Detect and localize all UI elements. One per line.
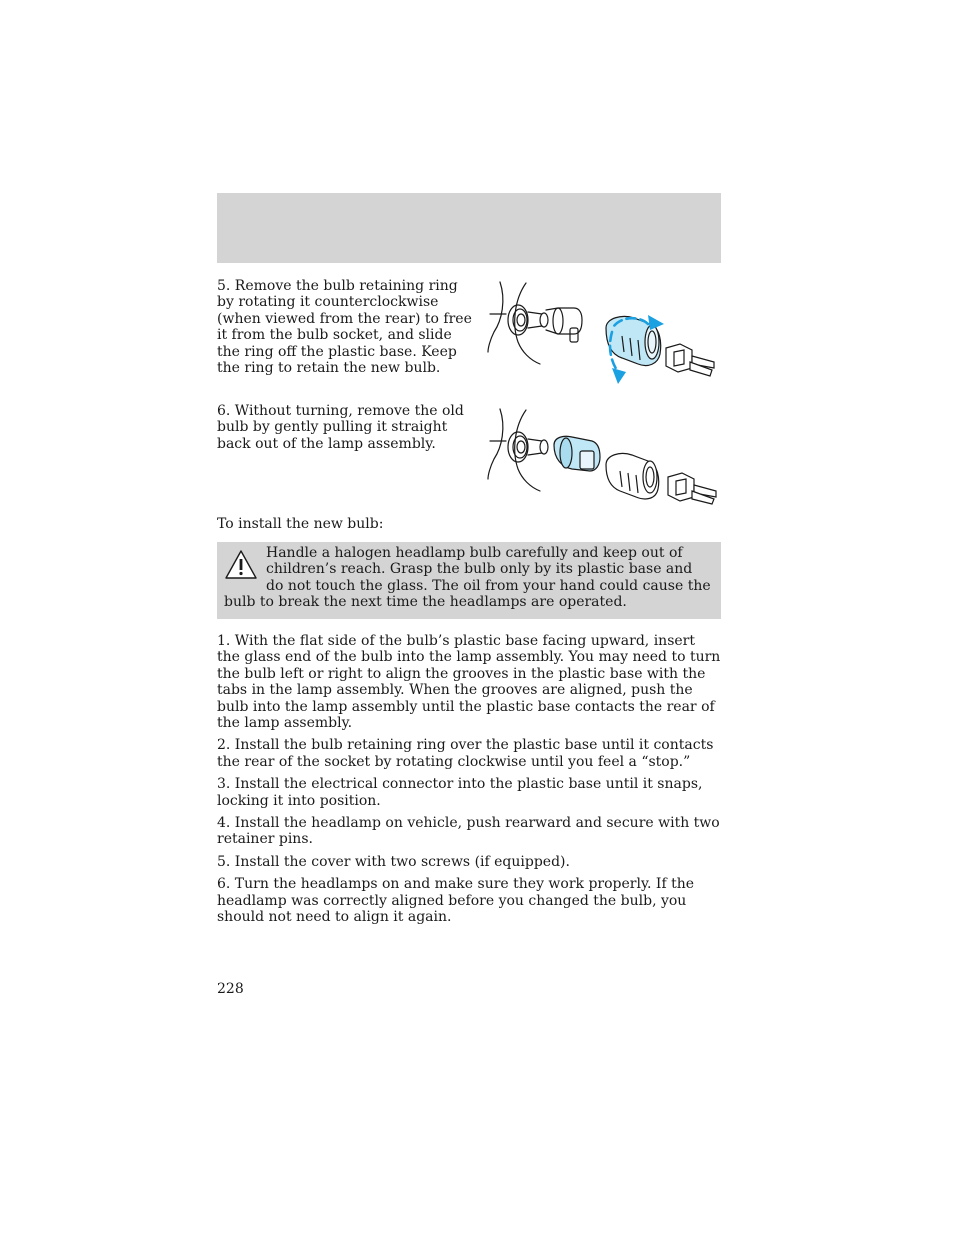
install-heading: To install the new bulb: — [217, 516, 384, 532]
page-number: 228 — [217, 981, 244, 997]
install-step: 2. Install the bulb retaining ring over the plastic base until it contacts the rear of the socket by rotating clockwise until you feel a “stop.” — [217, 737, 714, 770]
step-remove-retaining-ring: 5. Remove the bulb retaining ring by rotating it counterclockwise (when viewed from the rear) to free it from the bulb socket, and slide the ring off the plastic base. Keep the ring to retain the new bulb. — [217, 278, 472, 377]
header-band — [217, 193, 721, 263]
warning-text: Handle a halogen headlamp bulb carefully and keep out of children’s reach. Grasp the bulb only by its plastic base and do not touch the glass. The oil from your hand could cause the bulb to break the next time the headlamps are operated. — [224, 545, 711, 611]
warning-box — [217, 542, 721, 619]
install-step: 6. Turn the headlamps on and make sure they work properly. If the headlamp was correctly aligned before you changed the bulb, you should not need to align it again. — [217, 876, 695, 926]
retaining-ring-removal-illustration — [484, 280, 720, 390]
install-step: 3. Install the electrical connector into the plastic base until it snaps, locking it into position. — [217, 776, 703, 809]
install-step: 5. Install the cover with two screws (if equipped). — [217, 853, 570, 870]
install-step: 1. With the flat side of the bulb’s plastic base facing upward, insert the glass end of the bulb into the lamp assembly. You may need to turn the bulb left or right to align the grooves in the plastic base with the tabs in the lamp assembly. When the grooves are aligned, push the bulb into the lamp assembly until the plastic base contacts the rear of the lamp assembly. — [217, 633, 721, 732]
install-step: 4. Install the headlamp on vehicle, push rearward and secure with two retainer pins. — [217, 815, 720, 848]
warning-triangle-icon — [224, 549, 258, 581]
bulb-removal-illustration — [484, 405, 720, 505]
step-remove-old-bulb: 6. Without turning, remove the old bulb by gently pulling it straight back out of the lamp assembly. — [217, 403, 464, 452]
install-steps — [217, 633, 722, 932]
